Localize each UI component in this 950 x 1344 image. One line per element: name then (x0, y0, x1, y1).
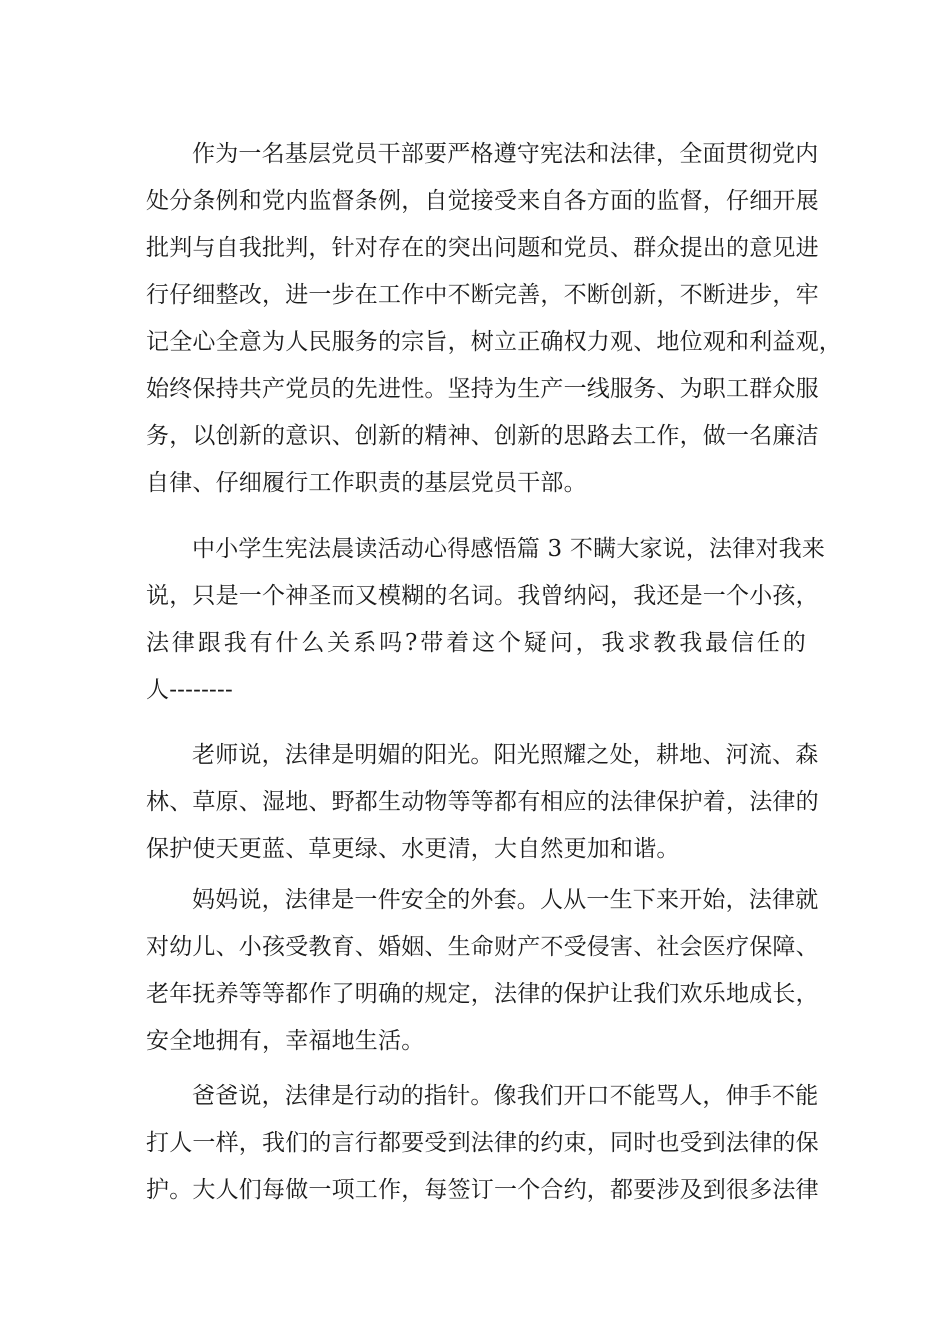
text-line: 记全心全意为人民服务的宗旨，树立正确权力观、地位观和利益观， (146, 329, 842, 355)
text-line: 老年抚养等等都作了明确的规定，法律的保护让我们欢乐地成长， (146, 981, 819, 1007)
text-line: 中小学生宪法晨读活动心得感悟篇 3 不瞒大家说，法律对我来 (192, 536, 826, 562)
text-line: 人-------- (146, 677, 233, 703)
text-line: 林、草原、湿地、野都生动物等等都有相应的法律保护着，法律的 (146, 789, 819, 815)
text-line: 对幼儿、小孩受教育、婚姻、生命财产不受侵害、社会医疗保障、 (146, 934, 819, 960)
text-line: 妈妈说，法律是一件安全的外套。人从一生下来开始，法律就 (192, 887, 819, 913)
text-line: 说，只是一个神圣而又模糊的名词。我曾纳闷，我还是一个小孩， (146, 583, 819, 609)
text-line: 始终保持共产党员的先进性。坚持为生产一线服务、为职工群众服 (146, 376, 819, 402)
text-line: 法律跟我有什么关系吗?带着这个疑问，我求教我最信任的 (146, 630, 806, 656)
text-line: 保护使天更蓝、草更绿、水更清，大自然更加和谐。 (146, 836, 680, 862)
text-line: 爸爸说，法律是行动的指针。像我们开口不能骂人，伸手不能 (192, 1083, 819, 1109)
text-line: 务，以创新的意识、创新的精神、创新的思路去工作，做一名廉洁 (146, 423, 819, 449)
text-line: 老师说，法律是明媚的阳光。阳光照耀之处，耕地、河流、森 (192, 742, 819, 768)
text-line: 处分条例和党内监督条例，自觉接受来自各方面的监督，仔细开展 (146, 188, 819, 214)
text-line: 自律、仔细履行工作职责的基层党员干部。 (146, 470, 587, 496)
text-line: 护。大人们每做一项工作，每签订一个合约，都要涉及到很多法律 (146, 1177, 819, 1203)
text-line: 作为一名基层党员干部要严格遵守宪法和法律，全面贯彻党内 (192, 141, 819, 167)
text-line: 安全地拥有，幸福地生活。 (146, 1028, 425, 1054)
text-line: 行仔细整改，进一步在工作中不断完善，不断创新，不断进步，牢 (146, 282, 819, 308)
text-line: 打人一样，我们的言行都要受到法律的约束，同时也受到法律的保 (146, 1130, 819, 1156)
text-line: 批判与自我批判，针对存在的突出问题和党员、群众提出的意见进 (146, 235, 819, 261)
